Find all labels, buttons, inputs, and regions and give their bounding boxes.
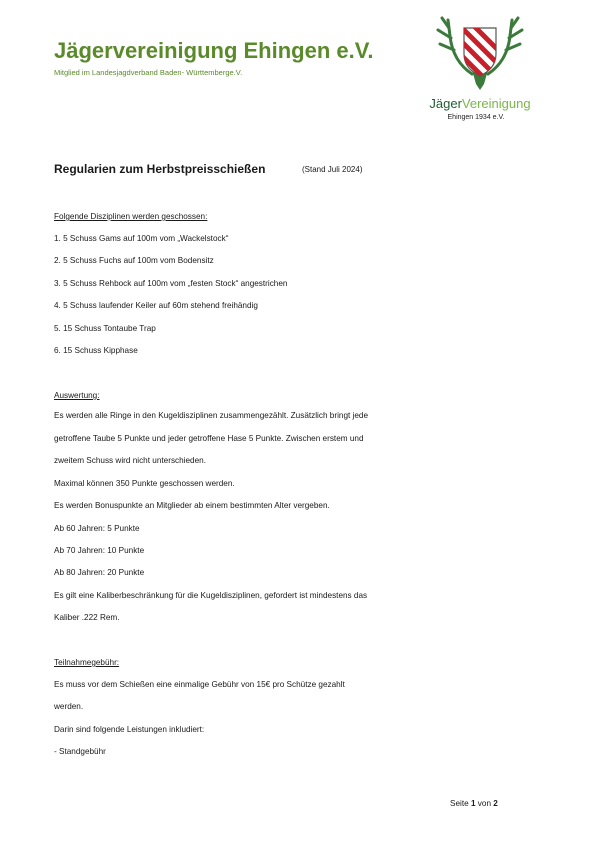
discipline-item: 3. 5 Schuss Rehbock auf 100m vom „festen Stock“ angestrichen xyxy=(54,279,288,288)
page-number-current: 1 xyxy=(470,799,476,808)
page-number xyxy=(450,799,498,808)
page-number-label: Seite xyxy=(450,799,469,808)
fee-heading: Teilnahmegebühr: xyxy=(54,658,120,667)
fee-line: werden. xyxy=(54,702,84,711)
evaluation-line: zweitem Schuss wird nicht unterschieden. xyxy=(54,456,206,465)
club-logo xyxy=(420,14,540,126)
antler-shield-emblem-icon xyxy=(432,14,528,96)
discipline-item: 5. 15 Schuss Tontaube Trap xyxy=(54,324,156,333)
page-number-separator: von xyxy=(477,799,491,808)
document-title: Regularien zum Herbstpreisschießen xyxy=(54,162,266,176)
evaluation-line: Es gilt eine Kaliberbeschränkung für die Kugeldisziplinen, gefordert ist mindestens das xyxy=(54,591,368,600)
discipline-item: 6. 15 Schuss Kipphase xyxy=(54,346,138,355)
discipline-item: 1. 5 Schuss Gams auf 100m vom „Wackelstock“ xyxy=(54,234,229,243)
evaluation-line: getroffene Taube 5 Punkte und jeder getroffene Hase 5 Punkte. Zwischen erstem und xyxy=(54,434,364,443)
discipline-item: 2. 5 Schuss Fuchs auf 100m vom Bodensitz xyxy=(54,256,214,265)
evaluation-line: Ab 80 Jahren: 20 Punkte xyxy=(54,568,145,577)
disciplines-heading: Folgende Disziplinen werden geschossen: xyxy=(54,212,208,221)
logo-tagline: Ehingen 1934 e.V. xyxy=(447,114,505,121)
logo-wordmark xyxy=(420,96,540,111)
evaluation-line: Maximal können 350 Punkte geschossen werden. xyxy=(54,479,235,488)
logo-wordmark-part2: Vereinigung xyxy=(461,96,531,111)
document-status-date: (Stand Juli 2024) xyxy=(302,165,363,174)
evaluation-line: Ab 60 Jahren: 5 Punkte xyxy=(54,524,140,533)
evaluation-line: Kaliber .222 Rem. xyxy=(54,613,120,622)
organization-title: Jägervereinigung Ehingen e.V. xyxy=(54,38,374,63)
evaluation-heading: Auswertung: xyxy=(54,391,100,400)
page-number-total: 2 xyxy=(493,799,498,808)
evaluation-line: Es werden Bonuspunkte an Mitglieder ab einem bestimmten Alter vergeben. xyxy=(54,501,330,510)
evaluation-line: Ab 70 Jahren: 10 Punkte xyxy=(54,546,145,555)
organization-subtitle: Mitglied im Landesjagdverband Baden- Württemberge.V. xyxy=(54,68,243,77)
logo-wordmark-part1: Jäger xyxy=(429,96,462,111)
discipline-item: 4. 5 Schuss laufender Keiler auf 60m stehend freihändig xyxy=(54,301,258,310)
evaluation-line: Es werden alle Ringe in den Kugeldisziplinen zusammengezählt. Zusätzlich bringt jede xyxy=(54,411,369,420)
fee-line: - Standgebühr xyxy=(54,747,106,756)
fee-line: Darin sind folgende Leistungen inkludiert: xyxy=(54,725,205,734)
fee-line: Es muss vor dem Schießen eine einmalige Gebühr von 15€ pro Schütze gezahlt xyxy=(54,680,345,689)
